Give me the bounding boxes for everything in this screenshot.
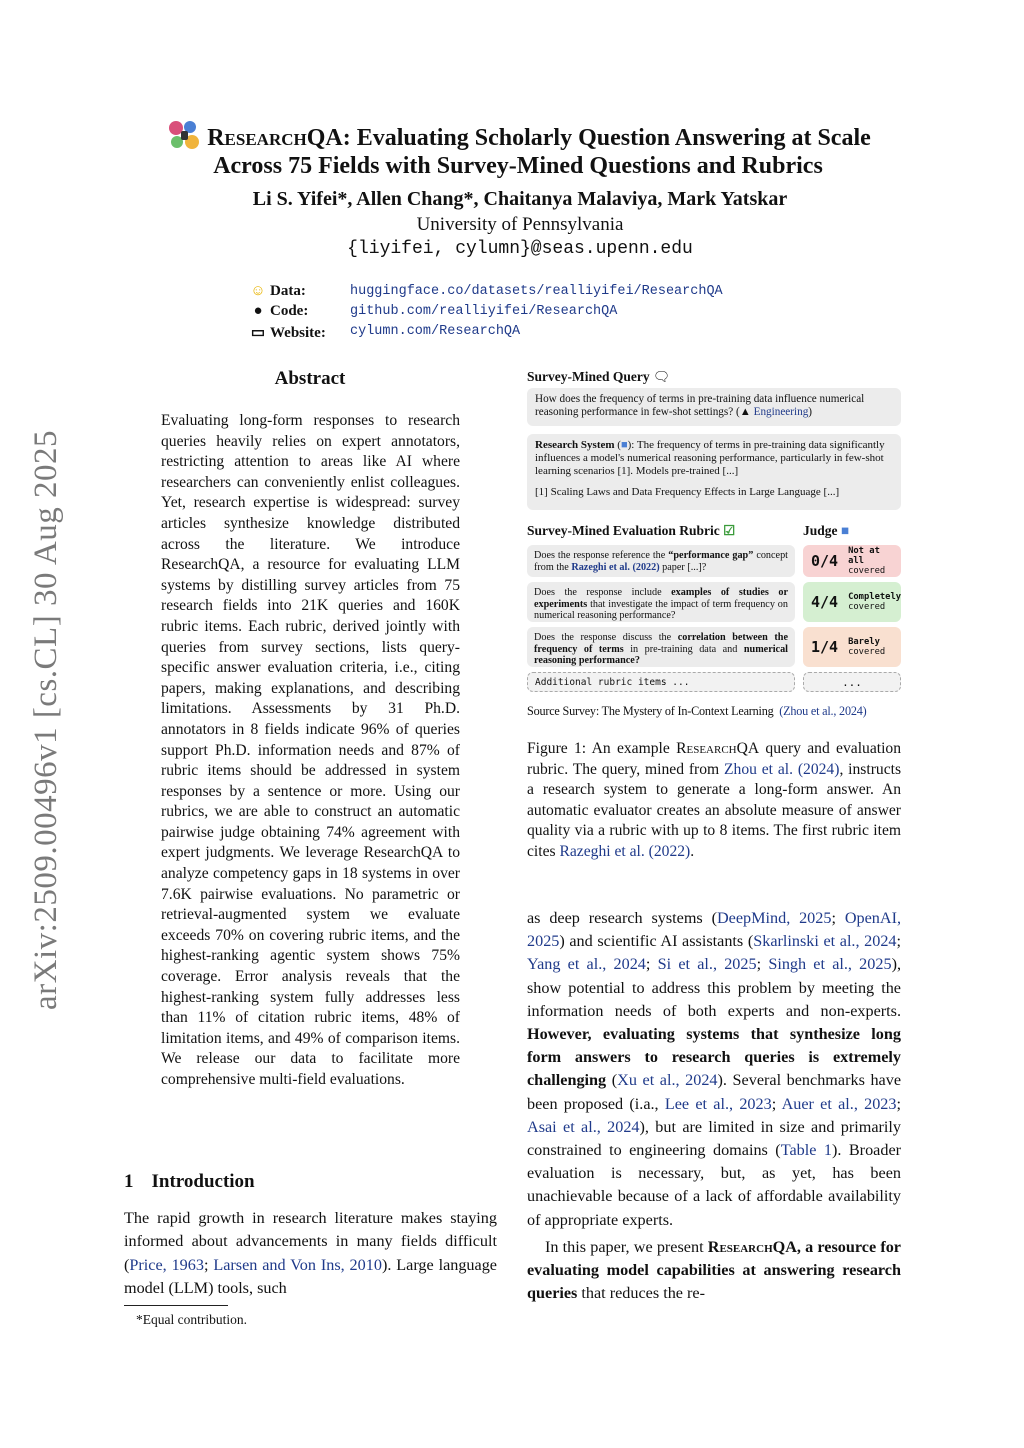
caption-text: . bbox=[690, 842, 695, 860]
section-heading-introduction bbox=[124, 1171, 255, 1193]
rubric-item bbox=[527, 545, 795, 577]
rubric-emphasis: numerical reasoning performance? bbox=[534, 643, 788, 666]
source-survey bbox=[527, 704, 866, 719]
judge-title-text: Judge bbox=[803, 523, 838, 538]
rubric-item bbox=[527, 582, 795, 622]
citation-lee[interactable]: Lee et al., 2023 bbox=[664, 1094, 772, 1113]
rubric-emphasis: correlation between the frequency of terms bbox=[534, 632, 788, 655]
caption-text: query and evaluation rubric. The query, mined from bbox=[527, 740, 902, 778]
rubric-text: paper [...]? bbox=[659, 561, 707, 573]
abstract-heading: Abstract bbox=[274, 368, 346, 389]
body-text: ), show potential to address this problem by meeting the information needs of both experts and non-experts. bbox=[527, 955, 901, 1020]
judge-label: Not at all bbox=[848, 546, 880, 566]
body-text: ) and scientific AI assistants ( bbox=[559, 932, 754, 951]
rubric-emphasis: examples of studies or experiments bbox=[534, 587, 788, 610]
body-text: ). Several benchmarks have been proposed (i.a., bbox=[527, 1071, 902, 1113]
robot-icon: ■ bbox=[620, 439, 628, 451]
resource-label: Website: bbox=[270, 325, 326, 341]
resource-data-row bbox=[250, 283, 850, 303]
judge-label-sub: covered bbox=[848, 566, 886, 576]
source-survey-label: Source Survey: The Mystery of In-Context Learning bbox=[527, 704, 774, 718]
judge-label: Barely bbox=[848, 637, 880, 647]
query-field-tag: Engineering bbox=[753, 406, 809, 418]
citation-asai[interactable]: Asai et al., 2024 bbox=[527, 1117, 640, 1136]
rubric-citation: Razeghi et al. (2022) bbox=[571, 561, 660, 573]
query-title bbox=[527, 369, 670, 385]
judge-robot-icon: ■ bbox=[840, 523, 850, 538]
intro-text: ). Large language model (LLM) tools, such bbox=[124, 1255, 497, 1298]
arxiv-sidebar-id: arXiv:2509.00496v1 [cs.CL] 30 Aug 2025 bbox=[28, 430, 64, 1010]
judge-score-box bbox=[803, 582, 901, 622]
figure-caption bbox=[527, 739, 901, 863]
title-rest: : Evaluating Scholarly Question Answering at Scale bbox=[342, 125, 871, 151]
website-link[interactable]: cylumn.com/ResearchQA bbox=[350, 324, 521, 339]
citation-deepmind[interactable]: DeepMind, 2025 bbox=[716, 909, 832, 927]
citation-xu[interactable]: Xu et al., 2024 bbox=[617, 1071, 718, 1090]
research-logo-icon bbox=[165, 118, 203, 152]
figure-1 bbox=[527, 368, 901, 728]
data-link[interactable]: huggingface.co/datasets/realliyifei/ResearchQA bbox=[350, 284, 723, 299]
authors: Li S. Yifei*, Allen Chang*, Chaitanya Malaviya, Mark Yatskar bbox=[252, 188, 788, 210]
body-text: ), but are limited in size and primarily constrained to engineering domains ( bbox=[527, 1117, 902, 1160]
paragraph: as deep research systems (DeepMind, 2025; OpenAI, 2025) and scientific AI assistants (Skarlinski et al., 2024; Yang et al., 2024; Si et al., 2025; Singh et al., 2025), show potential to address this problem by meeting the information needs of both experts and non-experts. However, evaluating systems that synthesize long form answers to research queries is extremely challenging (Xu et al., 2024). Several benchmarks have been proposed (i.a., Lee et al., 2023; Auer et al., 2023; Asai et al., 2024), but are limited in size and primarily constrained to engineering domains (Table 1). Broader evaluation is necessary, but, as yet, has been unachievable because of a lack of affordable availability of appropriate experts. bbox=[527, 909, 902, 1229]
judge-score: 1/4 bbox=[811, 638, 839, 656]
source-citation[interactable]: (Zhou et al., 2024) bbox=[779, 704, 867, 718]
rubric-text: concept from the bbox=[534, 550, 788, 573]
body-text: as deep research systems ( bbox=[527, 909, 717, 927]
rubric-text: that investigate the impact of term frequency on numerical reasoning performance? bbox=[534, 598, 788, 621]
caption-text: Figure 1: An example bbox=[527, 740, 677, 757]
speech-bubble-icon: 🗨 bbox=[653, 369, 671, 384]
engineering-icon: ▲ bbox=[739, 406, 754, 418]
paper-title bbox=[138, 118, 898, 180]
paragraph bbox=[527, 1236, 901, 1306]
title-line-2: Across 75 Fields with Survey-Mined Questions and Rubrics bbox=[213, 153, 823, 179]
rubric-title-text: Survey-Mined Evaluation Rubric bbox=[527, 523, 720, 538]
rubric-item bbox=[527, 627, 795, 667]
judge-score-box bbox=[803, 545, 901, 577]
clipboard-check-icon: ☑ bbox=[723, 523, 736, 538]
query-text: How does the frequency of terms in pre-training data influence numerical reasoning performance in few-shot settings? ( bbox=[535, 393, 865, 418]
body-system-name: ResearchQA bbox=[707, 1237, 797, 1256]
rubric-title bbox=[527, 523, 735, 539]
query-title-text: Survey-Mined Query bbox=[527, 369, 650, 384]
citation-singh[interactable]: Singh et al., 2025 bbox=[768, 955, 892, 974]
hugging-face-icon: ☺ bbox=[250, 283, 266, 299]
citation-separator: ; bbox=[203, 1255, 214, 1274]
caption-system-name: ResearchQA bbox=[676, 740, 760, 757]
body-text: In this paper, we present bbox=[545, 1237, 708, 1256]
footnote: *Equal contribution. bbox=[136, 1312, 247, 1327]
resource-label: Code: bbox=[270, 303, 309, 319]
judge-label-sub: covered bbox=[848, 647, 886, 657]
system-label: Research System bbox=[535, 439, 615, 451]
monitor-icon: ▭ bbox=[250, 325, 266, 341]
body-emphasis: , a resource for evaluating model capabilities at answering research queries bbox=[527, 1237, 901, 1303]
additional-rubric-items: Additional rubric items ... bbox=[527, 672, 795, 692]
table-1-reference[interactable]: Table 1 bbox=[780, 1141, 832, 1160]
judge-score-box bbox=[803, 627, 901, 667]
section-title: Introduction bbox=[151, 1171, 255, 1192]
title-system-name: ResearchQA bbox=[207, 125, 343, 151]
citation-price[interactable]: Price, 1963 bbox=[129, 1255, 204, 1274]
rubric-text: Does the response discuss the bbox=[534, 632, 678, 643]
right-column-text bbox=[527, 907, 901, 1305]
body-emphasis: However, evaluating systems that synthesize long form answers to research queries is extremely challenging bbox=[527, 1025, 901, 1090]
citation-larsen[interactable]: Larsen and Von Ins, 2010 bbox=[213, 1255, 382, 1274]
resource-label: Data: bbox=[270, 283, 306, 299]
rubric-text: Does the response include bbox=[534, 587, 672, 598]
resource-code-row bbox=[250, 303, 850, 323]
citation-skarlinski[interactable]: Skarlinski et al., 2024 bbox=[753, 932, 897, 951]
citation-razeghi[interactable]: Razeghi et al. (2022) bbox=[559, 842, 691, 860]
author-email: {liyifei, cylumn}@seas.upenn.edu bbox=[347, 239, 693, 259]
judge-title bbox=[803, 523, 849, 539]
citation-auer[interactable]: Auer et al., 2023 bbox=[781, 1094, 897, 1113]
judge-label-sub: covered bbox=[848, 602, 886, 612]
citation-yang[interactable]: Yang et al., 2024 bbox=[527, 955, 646, 974]
rubric-text: in pre-training data and bbox=[623, 643, 744, 655]
system-response-box: Research System (■): The frequency of terms in pre-training data significantly influences a model's numerical reasoning performance, particularly in few-shot learning scenarios [1]. Models pre-trained [...] [1] Scaling Laws and Data Frequency Effects in Large Language [...] bbox=[527, 434, 901, 510]
caption-text: , instructs a research system to generate a long-form answer. An automatic evaluator creates an absolute measure of answer quality via a rubric with up to 8 items. The first rubric item cites bbox=[527, 760, 902, 860]
code-link[interactable]: github.com/realliyifei/ResearchQA bbox=[350, 304, 618, 319]
rubric-text: Does the response reference the bbox=[534, 550, 669, 561]
citation-zhou[interactable]: Zhou et al. (2024) bbox=[724, 760, 840, 778]
judge-label: Completely bbox=[848, 592, 902, 602]
github-icon: ● bbox=[253, 303, 263, 319]
abstract-text: Evaluating long-form responses to research queries heavily relies on expert annotators, restricting attention to areas like AI where researchers can conveniently enlist colleagues. Yet, research expertise is widespread: survey articles synthesize knowledge distributed across the literature. We introduce ResearchQA, a resource for evaluating LLM systems by distilling survey articles from 75 research fields into 21K queries and 160K rubric items. Each rubric, derived jointly with queries from survey sections, lists query-specific answer evaluation criteria, i.e., citing papers, making explanations, and describing limitations. Assessments by 31 Ph.D. annotators in 8 fields indicate 96% of queries support Ph.D. information needs and 87% of rubric items should be addressed in system responses by a sentence or more. Using our rubrics, we are able to construct an automatic pairwise judge obtaining 74% agreement with expert judgments. We leverage ResearchQA to analyze competency gaps in 18 systems in over 7.6K pairwise evaluations. No parametric or retrieval-augmented system we evaluate exceeds 70% on covering rubric items, and the highest-ranking agentic system shows 75% coverage. Error analysis reveals that the highest-ranking system fully addresses less than 11% of citation rubric items, 48% of limitation items, and 49% of comparison items. We release our data to facilitate more comprehensive multi-field evaluations. bbox=[161, 412, 460, 1088]
system-response-text: : The frequency of terms in pre-training data significantly influences a model's numerical reasoning performance, particularly in few-shot learning scenarios [1]. Models pre-trained [...] bbox=[535, 439, 885, 477]
body-text: that reduces the re- bbox=[577, 1284, 705, 1303]
judge-score: 4/4 bbox=[811, 593, 839, 611]
system-reference: [1] Scaling Laws and Data Frequency Effects in Large Language [...] bbox=[535, 486, 840, 498]
citation-si[interactable]: Si et al., 2025 bbox=[657, 955, 757, 974]
intro-paragraph bbox=[124, 1207, 497, 1301]
additional-judge: ... bbox=[803, 672, 901, 692]
rubric-emphasis: “performance gap” bbox=[668, 550, 754, 561]
citation-openai[interactable]: OpenAI, 2025 bbox=[527, 909, 902, 951]
footnote-rule bbox=[124, 1305, 228, 1306]
affiliation: University of Pennsylvania bbox=[416, 214, 624, 235]
judge-score: 0/4 bbox=[811, 552, 839, 570]
body-text: ). Broader evaluation is necessary, but, as yet, has been unachievable because of a lack of affordable availability of appropriate experts. bbox=[527, 1141, 902, 1229]
intro-text: The rapid growth in research literature makes staying informed about advancements in many fields difficult ( bbox=[124, 1209, 497, 1274]
section-number: 1 bbox=[124, 1171, 134, 1192]
resource-website-row bbox=[250, 323, 850, 343]
query-box: How does the frequency of terms in pre-training data influence numerical reasoning performance in few-shot settings? (▲ Engineering) bbox=[527, 388, 901, 426]
